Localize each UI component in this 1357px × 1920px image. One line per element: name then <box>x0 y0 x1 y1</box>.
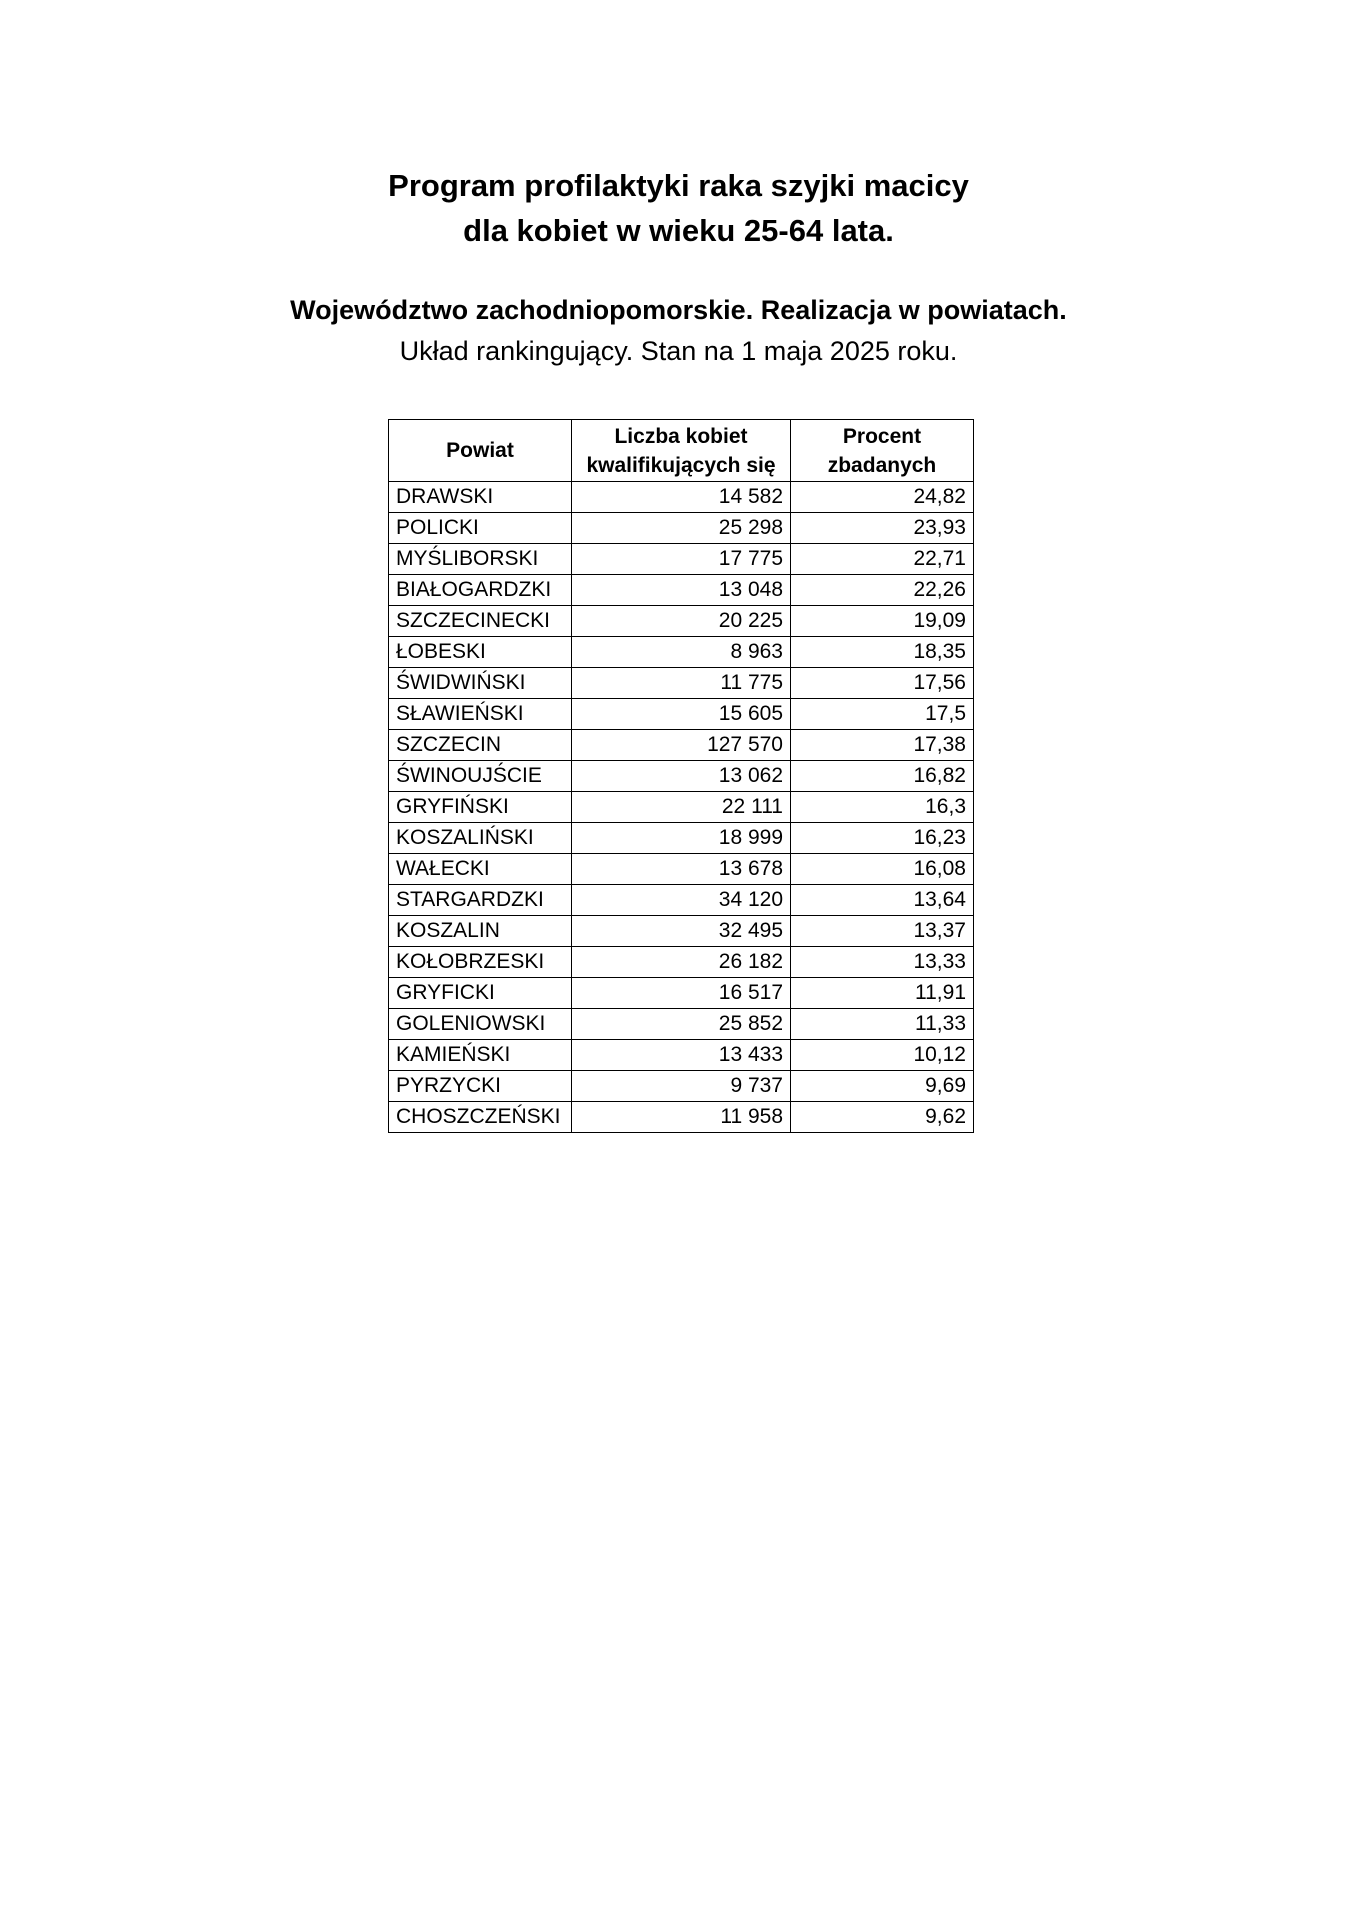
table-row <box>389 761 974 792</box>
cell-powiat: KOSZALIŃSKI <box>389 823 572 854</box>
cell-procent-zbadanych: 9,62 <box>791 1102 974 1133</box>
table-row <box>389 637 974 668</box>
table-row <box>389 978 974 1009</box>
cell-powiat: MYŚLIBORSKI <box>389 544 572 575</box>
cell-procent-zbadanych: 16,82 <box>791 761 974 792</box>
cell-powiat: ŁOBESKI <box>389 637 572 668</box>
cell-powiat: WAŁECKI <box>389 854 572 885</box>
table-row <box>389 792 974 823</box>
table-row <box>389 1009 974 1040</box>
cell-procent-zbadanych: 16,23 <box>791 823 974 854</box>
cell-procent-zbadanych: 17,38 <box>791 730 974 761</box>
document-title-line-2: dla kobiet w wieku 25-64 lata. <box>463 213 894 248</box>
table-row <box>389 606 974 637</box>
document-title-line-1: Program profilaktyki raka szyjki macicy <box>388 168 969 203</box>
cell-powiat: PYRZYCKI <box>389 1071 572 1102</box>
table-row <box>389 1071 974 1102</box>
cell-powiat: CHOSZCZEŃSKI <box>389 1102 572 1133</box>
cell-powiat: ŚWINOUJŚCIE <box>389 761 572 792</box>
table-row <box>389 823 974 854</box>
header-powiat-label: Powiat <box>446 439 514 462</box>
document-subtitle-status: Układ rankingujący. Stan na 1 maja 2025 roku. <box>399 336 958 366</box>
table-row <box>389 1040 974 1071</box>
cell-liczba-kobiet: 127 570 <box>572 730 791 761</box>
cell-procent-zbadanych: 18,35 <box>791 637 974 668</box>
cell-powiat: STARGARDZKI <box>389 885 572 916</box>
cell-procent-zbadanych: 17,56 <box>791 668 974 699</box>
header-liczba-line-2: kwalifikujących się <box>586 453 776 477</box>
cell-liczba-kobiet: 22 111 <box>572 792 791 823</box>
cell-procent-zbadanych: 19,09 <box>791 606 974 637</box>
table-row <box>389 482 974 513</box>
table-row <box>389 916 974 947</box>
cell-liczba-kobiet: 16 517 <box>572 978 791 1009</box>
table-row <box>389 575 974 606</box>
header-liczba-kobiet <box>572 420 791 482</box>
table-row <box>389 947 974 978</box>
header-powiat <box>389 420 572 482</box>
header-procent-zbadanych <box>791 420 974 482</box>
cell-powiat: BIAŁOGARDZKI <box>389 575 572 606</box>
cell-powiat: SŁAWIEŃSKI <box>389 699 572 730</box>
table-row <box>389 854 974 885</box>
ranking-table <box>388 419 974 1133</box>
cell-powiat: KAMIEŃSKI <box>389 1040 572 1071</box>
cell-procent-zbadanych: 10,12 <box>791 1040 974 1071</box>
cell-liczba-kobiet: 26 182 <box>572 947 791 978</box>
cell-powiat: KOSZALIN <box>389 916 572 947</box>
cell-procent-zbadanych: 17,5 <box>791 699 974 730</box>
table-row <box>389 1102 974 1133</box>
cell-powiat: GRYFIŃSKI <box>389 792 572 823</box>
table-row <box>389 699 974 730</box>
table-header-row <box>389 420 974 482</box>
cell-procent-zbadanych: 13,33 <box>791 947 974 978</box>
cell-powiat: SZCZECINECKI <box>389 606 572 637</box>
cell-liczba-kobiet: 11 775 <box>572 668 791 699</box>
cell-liczba-kobiet: 25 852 <box>572 1009 791 1040</box>
cell-powiat: GOLENIOWSKI <box>389 1009 572 1040</box>
cell-liczba-kobiet: 11 958 <box>572 1102 791 1133</box>
document-subtitle-region: Województwo zachodniopomorskie. Realizacja w powiatach. <box>290 295 1067 325</box>
cell-procent-zbadanych: 23,93 <box>791 513 974 544</box>
header-procent-line-1: Procent <box>842 424 922 448</box>
cell-liczba-kobiet: 13 678 <box>572 854 791 885</box>
header-procent-line-2: zbadanych <box>827 453 937 477</box>
cell-procent-zbadanych: 22,71 <box>791 544 974 575</box>
cell-liczba-kobiet: 20 225 <box>572 606 791 637</box>
header-liczba-line-1: Liczba kobiet <box>614 424 748 448</box>
cell-liczba-kobiet: 15 605 <box>572 699 791 730</box>
cell-liczba-kobiet: 13 433 <box>572 1040 791 1071</box>
table-row <box>389 513 974 544</box>
cell-procent-zbadanych: 16,08 <box>791 854 974 885</box>
cell-procent-zbadanych: 22,26 <box>791 575 974 606</box>
cell-powiat: KOŁOBRZESKI <box>389 947 572 978</box>
cell-procent-zbadanych: 9,69 <box>791 1071 974 1102</box>
cell-powiat: DRAWSKI <box>389 482 572 513</box>
table-body <box>389 482 974 1133</box>
cell-liczba-kobiet: 32 495 <box>572 916 791 947</box>
cell-liczba-kobiet: 18 999 <box>572 823 791 854</box>
cell-procent-zbadanych: 16,3 <box>791 792 974 823</box>
cell-liczba-kobiet: 8 963 <box>572 637 791 668</box>
table-row <box>389 668 974 699</box>
cell-liczba-kobiet: 25 298 <box>572 513 791 544</box>
cell-procent-zbadanych: 13,37 <box>791 916 974 947</box>
cell-liczba-kobiet: 34 120 <box>572 885 791 916</box>
cell-liczba-kobiet: 14 582 <box>572 482 791 513</box>
cell-liczba-kobiet: 17 775 <box>572 544 791 575</box>
cell-powiat: SZCZECIN <box>389 730 572 761</box>
cell-liczba-kobiet: 13 062 <box>572 761 791 792</box>
cell-procent-zbadanych: 11,91 <box>791 978 974 1009</box>
table-row <box>389 730 974 761</box>
cell-procent-zbadanych: 24,82 <box>791 482 974 513</box>
cell-procent-zbadanych: 11,33 <box>791 1009 974 1040</box>
table-row <box>389 885 974 916</box>
cell-powiat: GRYFICKI <box>389 978 572 1009</box>
cell-procent-zbadanych: 13,64 <box>791 885 974 916</box>
cell-powiat: POLICKI <box>389 513 572 544</box>
cell-liczba-kobiet: 13 048 <box>572 575 791 606</box>
table-row <box>389 544 974 575</box>
cell-liczba-kobiet: 9 737 <box>572 1071 791 1102</box>
cell-powiat: ŚWIDWIŃSKI <box>389 668 572 699</box>
